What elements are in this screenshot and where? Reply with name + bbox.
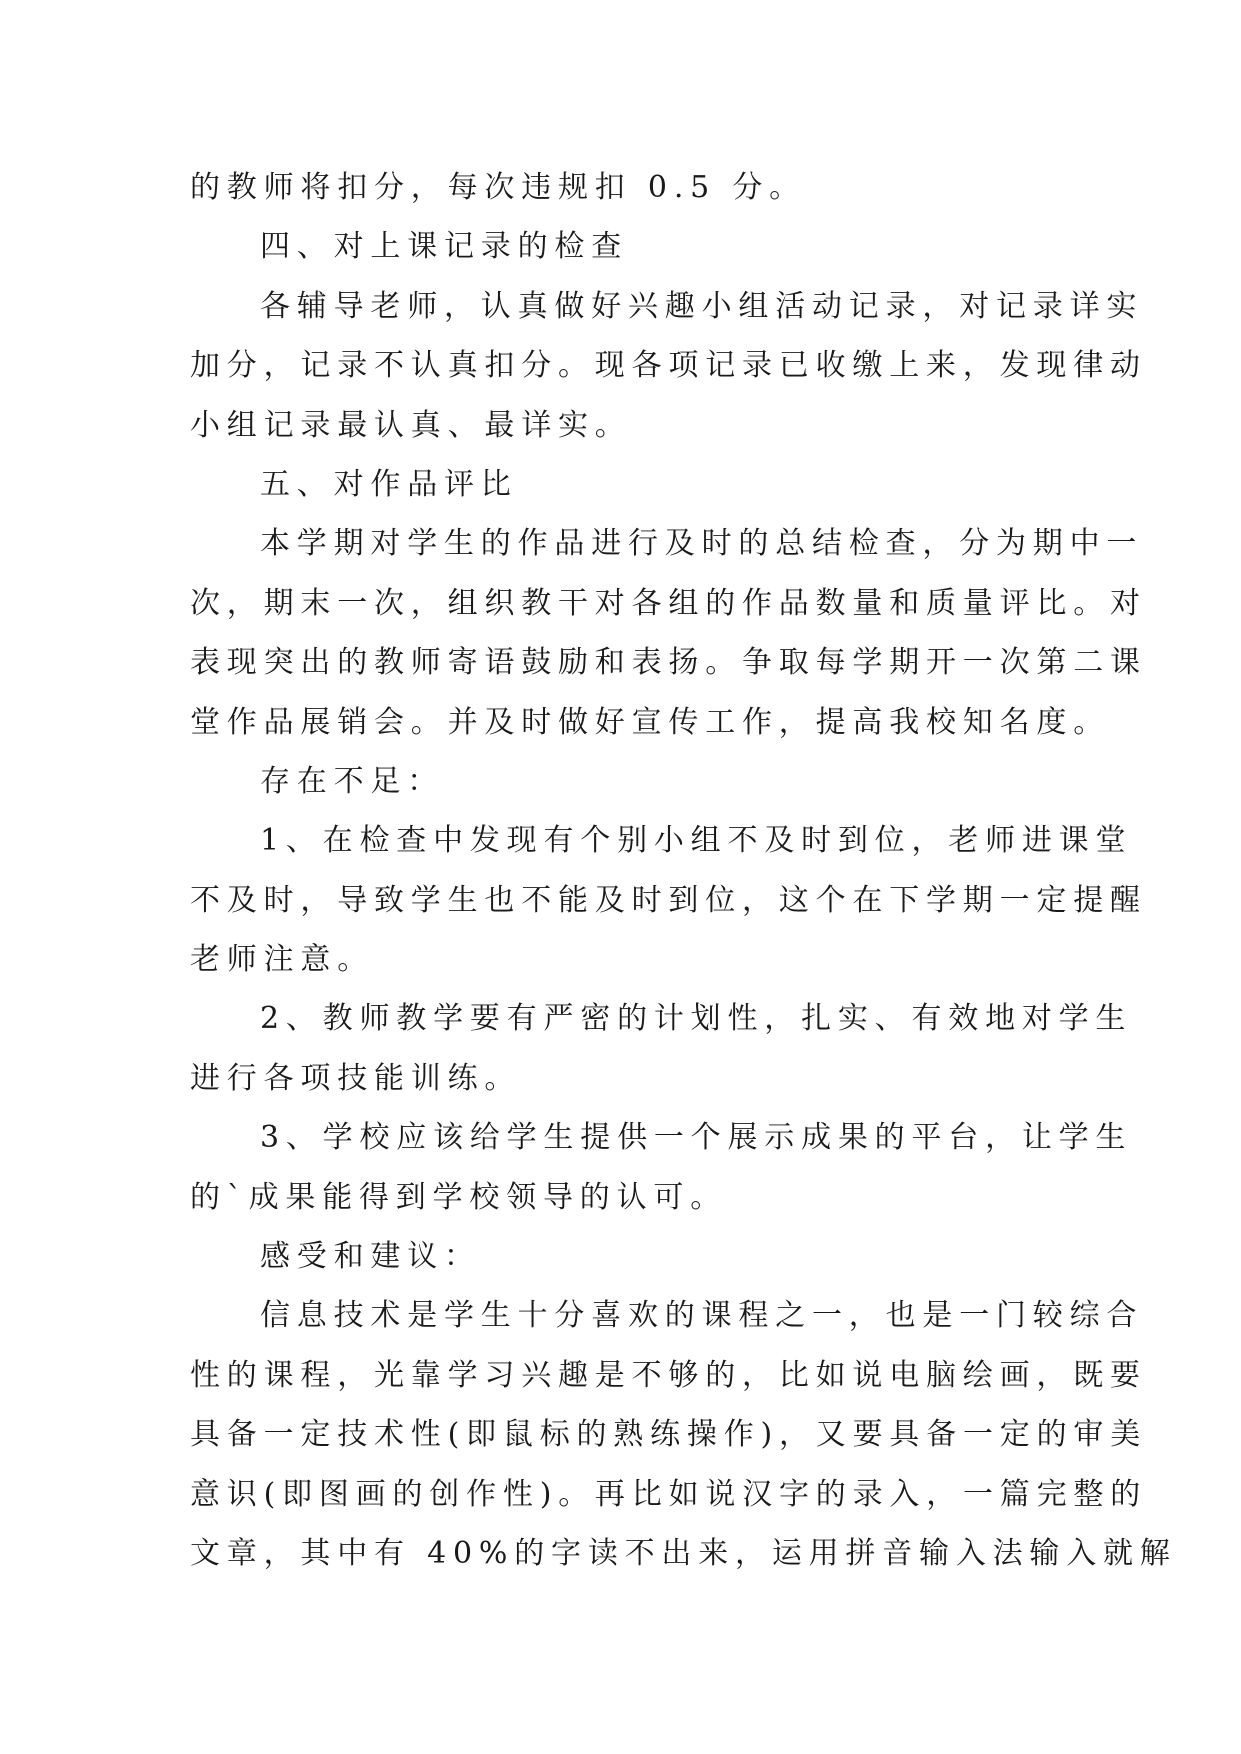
text-line: 次，期末一次，组织教干对各组的作品数量和质量评比。对 (190, 585, 1147, 621)
section-heading: 四、对上课记录的检查 (260, 229, 628, 265)
section-heading: 五、对作品评比 (260, 466, 518, 502)
text-line: 信息技术是学生十分喜欢的课程之一，也是一门较综合 (260, 1298, 1144, 1334)
text-line: 各辅导老师，认真做好兴趣小组活动记录，对记录详实 (260, 288, 1144, 324)
text-line: 不及时，导致学生也不能及时到位，这个在下学期一定提醒 (190, 882, 1147, 918)
section-heading: 感受和建议： (260, 1239, 481, 1275)
text-line: 的教师将扣分，每次违规扣 0.5 分。 (190, 170, 806, 205)
text-line: 老师注意。 (190, 942, 374, 978)
section-heading: 存在不足： (260, 763, 444, 799)
text-line: 加分，记录不认真扣分。现各项记录已收缴上来，发现律动 (190, 348, 1147, 384)
text-line: 1、在检查中发现有个别小组不及时到位，老师进课堂 (260, 823, 1133, 859)
text-line: 的`成果能得到学校领导的认可。 (190, 1179, 727, 1215)
text-line: 进行各项技能训练。 (190, 1060, 522, 1096)
text-line: 堂作品展销会。并及时做好宣传工作，提高我校知名度。 (190, 704, 1110, 740)
document-page (190, 158, 1177, 1583)
text-line: 文章，其中有 40%的字读不出来，运用拼音输入法输入就解 (190, 1535, 1177, 1571)
text-line: 3、学校应该给学生提供一个展示成果的平台，让学生 (260, 1120, 1133, 1156)
text-line: 本学期对学生的作品进行及时的总结检查，分为期中一 (260, 526, 1144, 562)
text-line: 小组记录最认真、最详实。 (190, 407, 632, 443)
text-line: 意识(即图画的创作性)。再比如说汉字的录入，一篇完整的 (190, 1476, 1148, 1512)
text-line: 性的课程，光靠学习兴趣是不够的，比如说电脑绘画，既要 (190, 1357, 1147, 1393)
text-line: 具备一定技术性(即鼠标的熟练操作)，又要具备一定的审美 (190, 1417, 1148, 1453)
text-line: 2、教师教学要有严密的计划性，扎实、有效地对学生 (260, 1001, 1133, 1037)
text-line: 表现突出的教师寄语鼓励和表扬。争取每学期开一次第二课 (190, 645, 1147, 681)
